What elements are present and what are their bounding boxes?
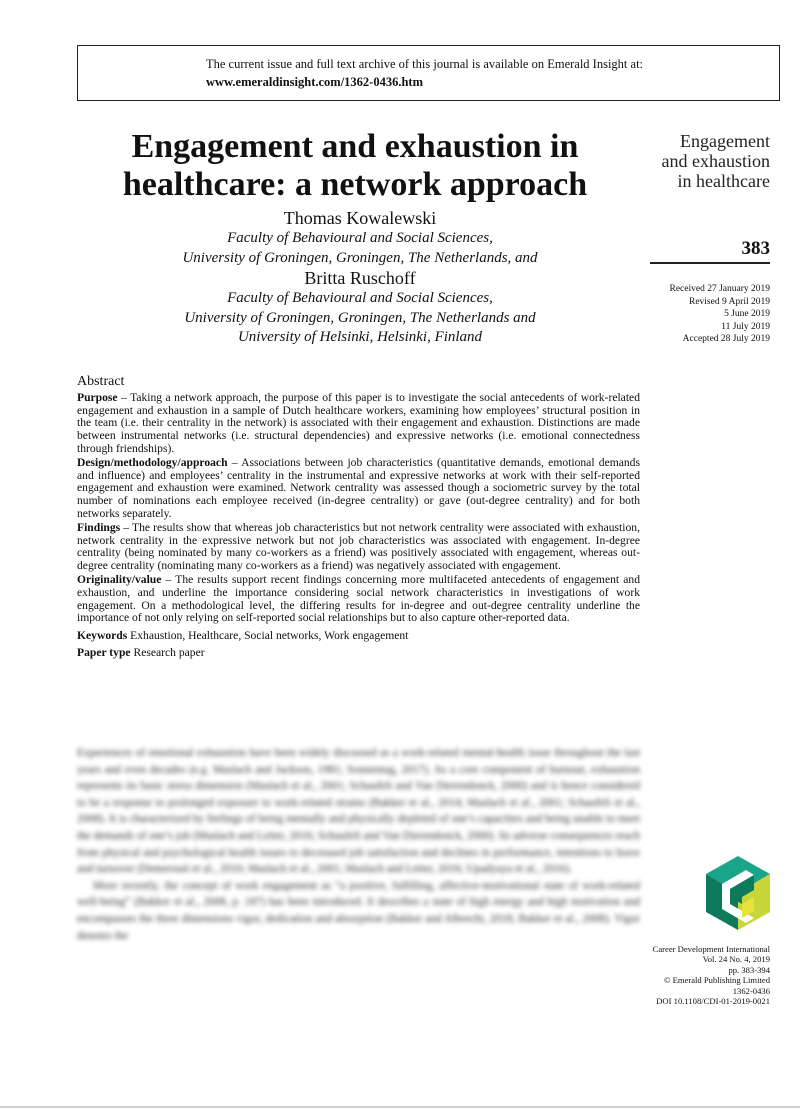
journal-info [620, 944, 770, 1006]
page-number: 383 [741, 238, 770, 259]
article-title [70, 128, 640, 204]
abstract-text: – Taking a network approach, the purpose of this paper is to investigate the social antecedents of work-related engagement and exhaustion in a sample of Dutch healthcare workers, examining how employees’ structural position in the team (i.e. their centrality in the network) is associated with their engagement and exhaustion. Distinctions are made between instrumental networks (i.e. structural dependencies) and expressive networks (i.e. emotional connectedness through friendships). [77, 390, 640, 455]
abstract-heading: Abstract [77, 374, 125, 389]
body-text-blurred [77, 745, 640, 944]
journal-name: Career Development International [652, 944, 770, 954]
author-name: Britta Ruschoff [304, 268, 416, 288]
paper-type [77, 647, 640, 660]
body-paragraph: Experiences of emotional exhaustion have been widely discussed as a work-related mental-health issue throughout the last years and even decades (e.g. Maslach and Jackson, 1981; Sonnentag, 2017). As a core component of burnout, exhaustion represents its basic stress dimension (Maslach et al., 2001; Schaufeli and Van Dierendonck, 2000) and is hence considered to be a response to prolonged exposure to work-related strains (Bakker et al., 2014; Maslach et al., 2001; Schaufeli et al., 2008). It is characterized by feelings of being mentally and physically depleted of one’s capacities and being unable to meet the demands of one’s job (Maslach and Leiter, 2016; Schaufeli and Van Dierendonck, 2000). Its adverse consequences reach from physical and psychological health issues to decreased job satisfaction and declines in performance, intentions to leave and turnover (Demerouti et al., 2010; Maslach et al., 2001; Maslach and Leiter, 2016; Upadyaya et al., 2016). [77, 747, 640, 876]
author-block [120, 208, 600, 348]
running-title-line: in healthcare [677, 171, 770, 191]
author-affiliation: Faculty of Behavioural and Social Sciences, [227, 290, 493, 306]
date-revised: 5 June 2019 [724, 309, 770, 319]
journal-doi[interactable]: DOI 10.1108/CDI-01-2019-0021 [656, 996, 770, 1007]
author-affiliation: University of Helsinki, Helsinki, Finland [237, 329, 483, 345]
abstract-label: Design/methodology/approach [77, 455, 228, 469]
submission-dates [600, 283, 770, 346]
paper-type-text: Research paper [130, 645, 205, 659]
date-received: Received 27 January 2019 [669, 284, 770, 294]
journal-issn: 1362-0436 [732, 985, 770, 996]
abstract-design [77, 457, 640, 521]
author-affiliation: University of Groningen, Groningen, The Netherlands, and [182, 249, 538, 266]
margin-rule [650, 262, 770, 264]
abstract [77, 376, 640, 660]
title-line-1: Engagement and exhaustion in [131, 128, 579, 165]
keywords-text: Exhaustion, Healthcare, Social networks, Work engagement [127, 629, 409, 643]
abstract-findings [77, 522, 640, 573]
journal-pages: pp. 383-394 [728, 964, 770, 975]
access-notice-box [77, 45, 780, 101]
abstract-text: – The results show that whereas job characteristics but not network centrality were associated with exhaustion, network centrality in the expressive network but not job characteristics was associated with engagement. In-degree centrality (being nominated by many co-workers as a friend) was positively associated with engagement, whereas out-degree centrality (nominating many co-workers as a friend) was negatively associated with engagement. [77, 520, 640, 573]
running-title-line: and exhaustion [661, 151, 770, 171]
date-accepted: Accepted 28 July 2019 [682, 334, 770, 344]
abstract-purpose [77, 392, 640, 456]
keywords [77, 630, 640, 643]
abstract-text: – The results support recent findings concerning more multifaceted antecedents of engagement and exhaustion, and underline the importance considering social network characteristics in investigations of work engagement. On a methodological level, the differing results for in-degree and out-degree centrality underline the importance of not only relying on self-reported social relationships but to also capture other-reported data. [77, 572, 640, 625]
date-revised: Revised 9 April 2019 [688, 296, 770, 307]
abstract-originality [77, 574, 640, 625]
running-title-line: Engagement [680, 131, 770, 151]
author-affiliation: Faculty of Behavioural and Social Sciences, [227, 230, 493, 246]
journal-url-link[interactable]: www.emeraldinsight.com/1362-0436.htm [206, 75, 423, 89]
access-notice-text: The current issue and full text archive of this journal is available on Emerald Insight at: [206, 57, 644, 71]
journal-volume: Vol. 24 No. 4, 2019 [702, 954, 770, 965]
body-paragraph: More recently, the concept of work engagement as “a positive, fulfilling, affective-motivational state of work-related well-being” (Bakker et al., 2008, p. 187) has been introduced. It describes a state of high energy and high motivation and encompasses the three dimensions vigor, dedication and absorption (Bakker and Albrecht, 2018; Bakker et al., 2008). Vigor denotes the [77, 879, 640, 942]
author-affiliation: University of Groningen, Groningen, The Netherlands and [184, 309, 536, 326]
abstract-text: – Associations between job characteristics (quantitative demands, emotional demands and influence) and employees’ centrality in the instrumental and expressive networks at work with their self-reported engagement and exhaustion were examined. Network centrality was assessed though a sociometric survey by the total number of nominations each employee received (in-degree centrality) or gave (out-degree centrality) and for both networks separately. [77, 455, 640, 520]
abstract-label: Originality/value [77, 572, 162, 586]
date-revised: 11 July 2019 [721, 321, 770, 332]
running-title [615, 131, 770, 191]
author-name: Thomas Kowalewski [283, 208, 437, 228]
journal-publisher: © Emerald Publishing Limited [663, 975, 770, 986]
abstract-label: Findings [77, 520, 121, 534]
abstract-label: Purpose [77, 390, 118, 404]
keywords-label: Keywords [77, 629, 128, 643]
paper-type-label: Paper type [77, 645, 131, 659]
title-line-2: healthcare: a network approach [122, 166, 588, 203]
emerald-logo-icon [706, 856, 770, 930]
